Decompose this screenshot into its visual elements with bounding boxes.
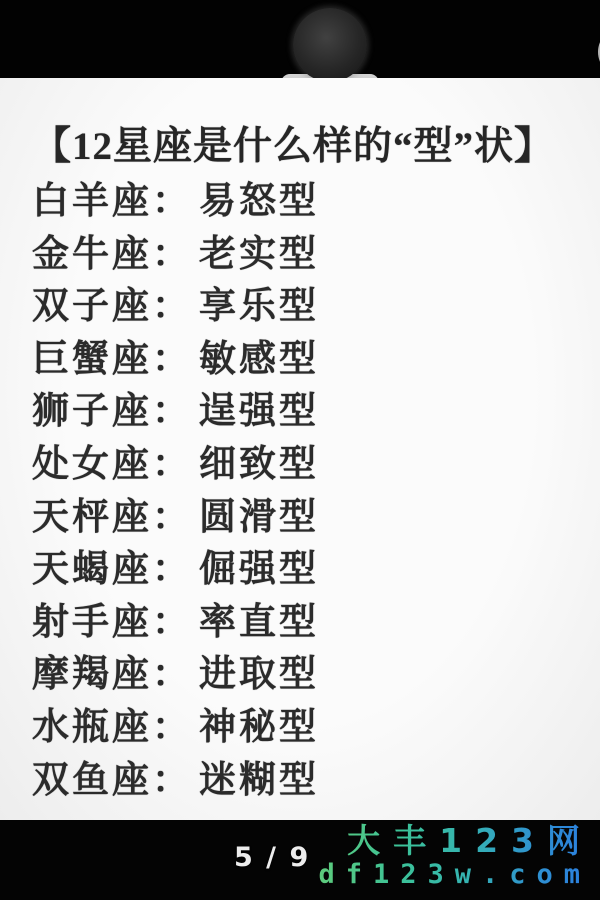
zodiac-sign: 射手座: [32, 601, 152, 643]
zodiac-row: [32, 492, 592, 545]
zodiac-row: [32, 755, 592, 808]
zodiac-row: [32, 334, 592, 387]
colon-separator: ：: [152, 601, 189, 643]
zodiac-type: 倔强型: [199, 549, 319, 591]
zodiac-sign: 巨蟹座: [32, 338, 152, 380]
zodiac-type: 迷糊型: [199, 759, 319, 801]
page-indicator: 5 / 9: [234, 842, 311, 873]
colon-separator: ：: [152, 706, 189, 748]
zodiac-row: [32, 544, 592, 597]
zodiac-row: [32, 702, 592, 755]
zodiac-sign: 金牛座: [32, 233, 152, 275]
zodiac-row: [32, 649, 592, 702]
colon-separator: ：: [152, 759, 189, 801]
zodiac-type: 逞强型: [199, 391, 319, 433]
colon-separator: ：: [152, 286, 189, 328]
watermark-site-name: 大丰123网: [318, 822, 593, 860]
colon-separator: ：: [152, 496, 189, 538]
zodiac-sign: 天枰座: [32, 496, 152, 538]
zodiac-sign: 白羊座: [32, 181, 152, 222]
zodiac-type: 进取型: [199, 654, 319, 696]
zodiac-sign: 双子座: [32, 286, 152, 328]
colon-separator: ：: [152, 549, 189, 591]
zodiac-sign: 处女座: [32, 443, 152, 485]
zodiac-sign: 水瓶座: [32, 706, 152, 748]
zodiac-row: [32, 229, 592, 282]
zodiac-type: 率直型: [199, 601, 319, 643]
zodiac-type: 老实型: [199, 233, 319, 275]
camera-lens-icon: [293, 8, 367, 82]
zodiac-row: [32, 386, 592, 439]
zodiac-row: [32, 597, 592, 650]
zodiac-list: [32, 176, 592, 807]
colon-separator: ：: [152, 443, 189, 485]
zodiac-type: 圆滑型: [199, 496, 319, 538]
photo-content: [0, 78, 600, 820]
zodiac-type: 敏感型: [199, 338, 319, 380]
zodiac-sign: 狮子座: [32, 391, 152, 433]
zodiac-row: [32, 281, 592, 334]
zodiac-type: 神秘型: [199, 706, 319, 748]
zodiac-row: [32, 176, 592, 229]
top-bar: [0, 0, 600, 78]
colon-separator: ：: [152, 654, 189, 696]
bottom-bar: [0, 820, 600, 900]
zodiac-sign: 天蝎座: [32, 549, 152, 591]
zodiac-sign: 摩羯座: [32, 654, 152, 696]
zodiac-row: [32, 439, 592, 492]
watermark-site-url: df123w.com: [318, 859, 591, 890]
colon-separator: ：: [152, 338, 189, 380]
zodiac-type: 易怒型: [199, 181, 319, 222]
zodiac-sign: 双鱼座: [32, 759, 152, 801]
colon-separator: ：: [152, 233, 189, 275]
colon-separator: ：: [152, 181, 189, 222]
colon-separator: ：: [152, 391, 189, 433]
page-title: 【12星座是什么样的“型”状】: [32, 125, 555, 168]
zodiac-type: 享乐型: [199, 286, 319, 328]
zodiac-type: 细致型: [199, 443, 319, 485]
watermark: [318, 821, 593, 890]
